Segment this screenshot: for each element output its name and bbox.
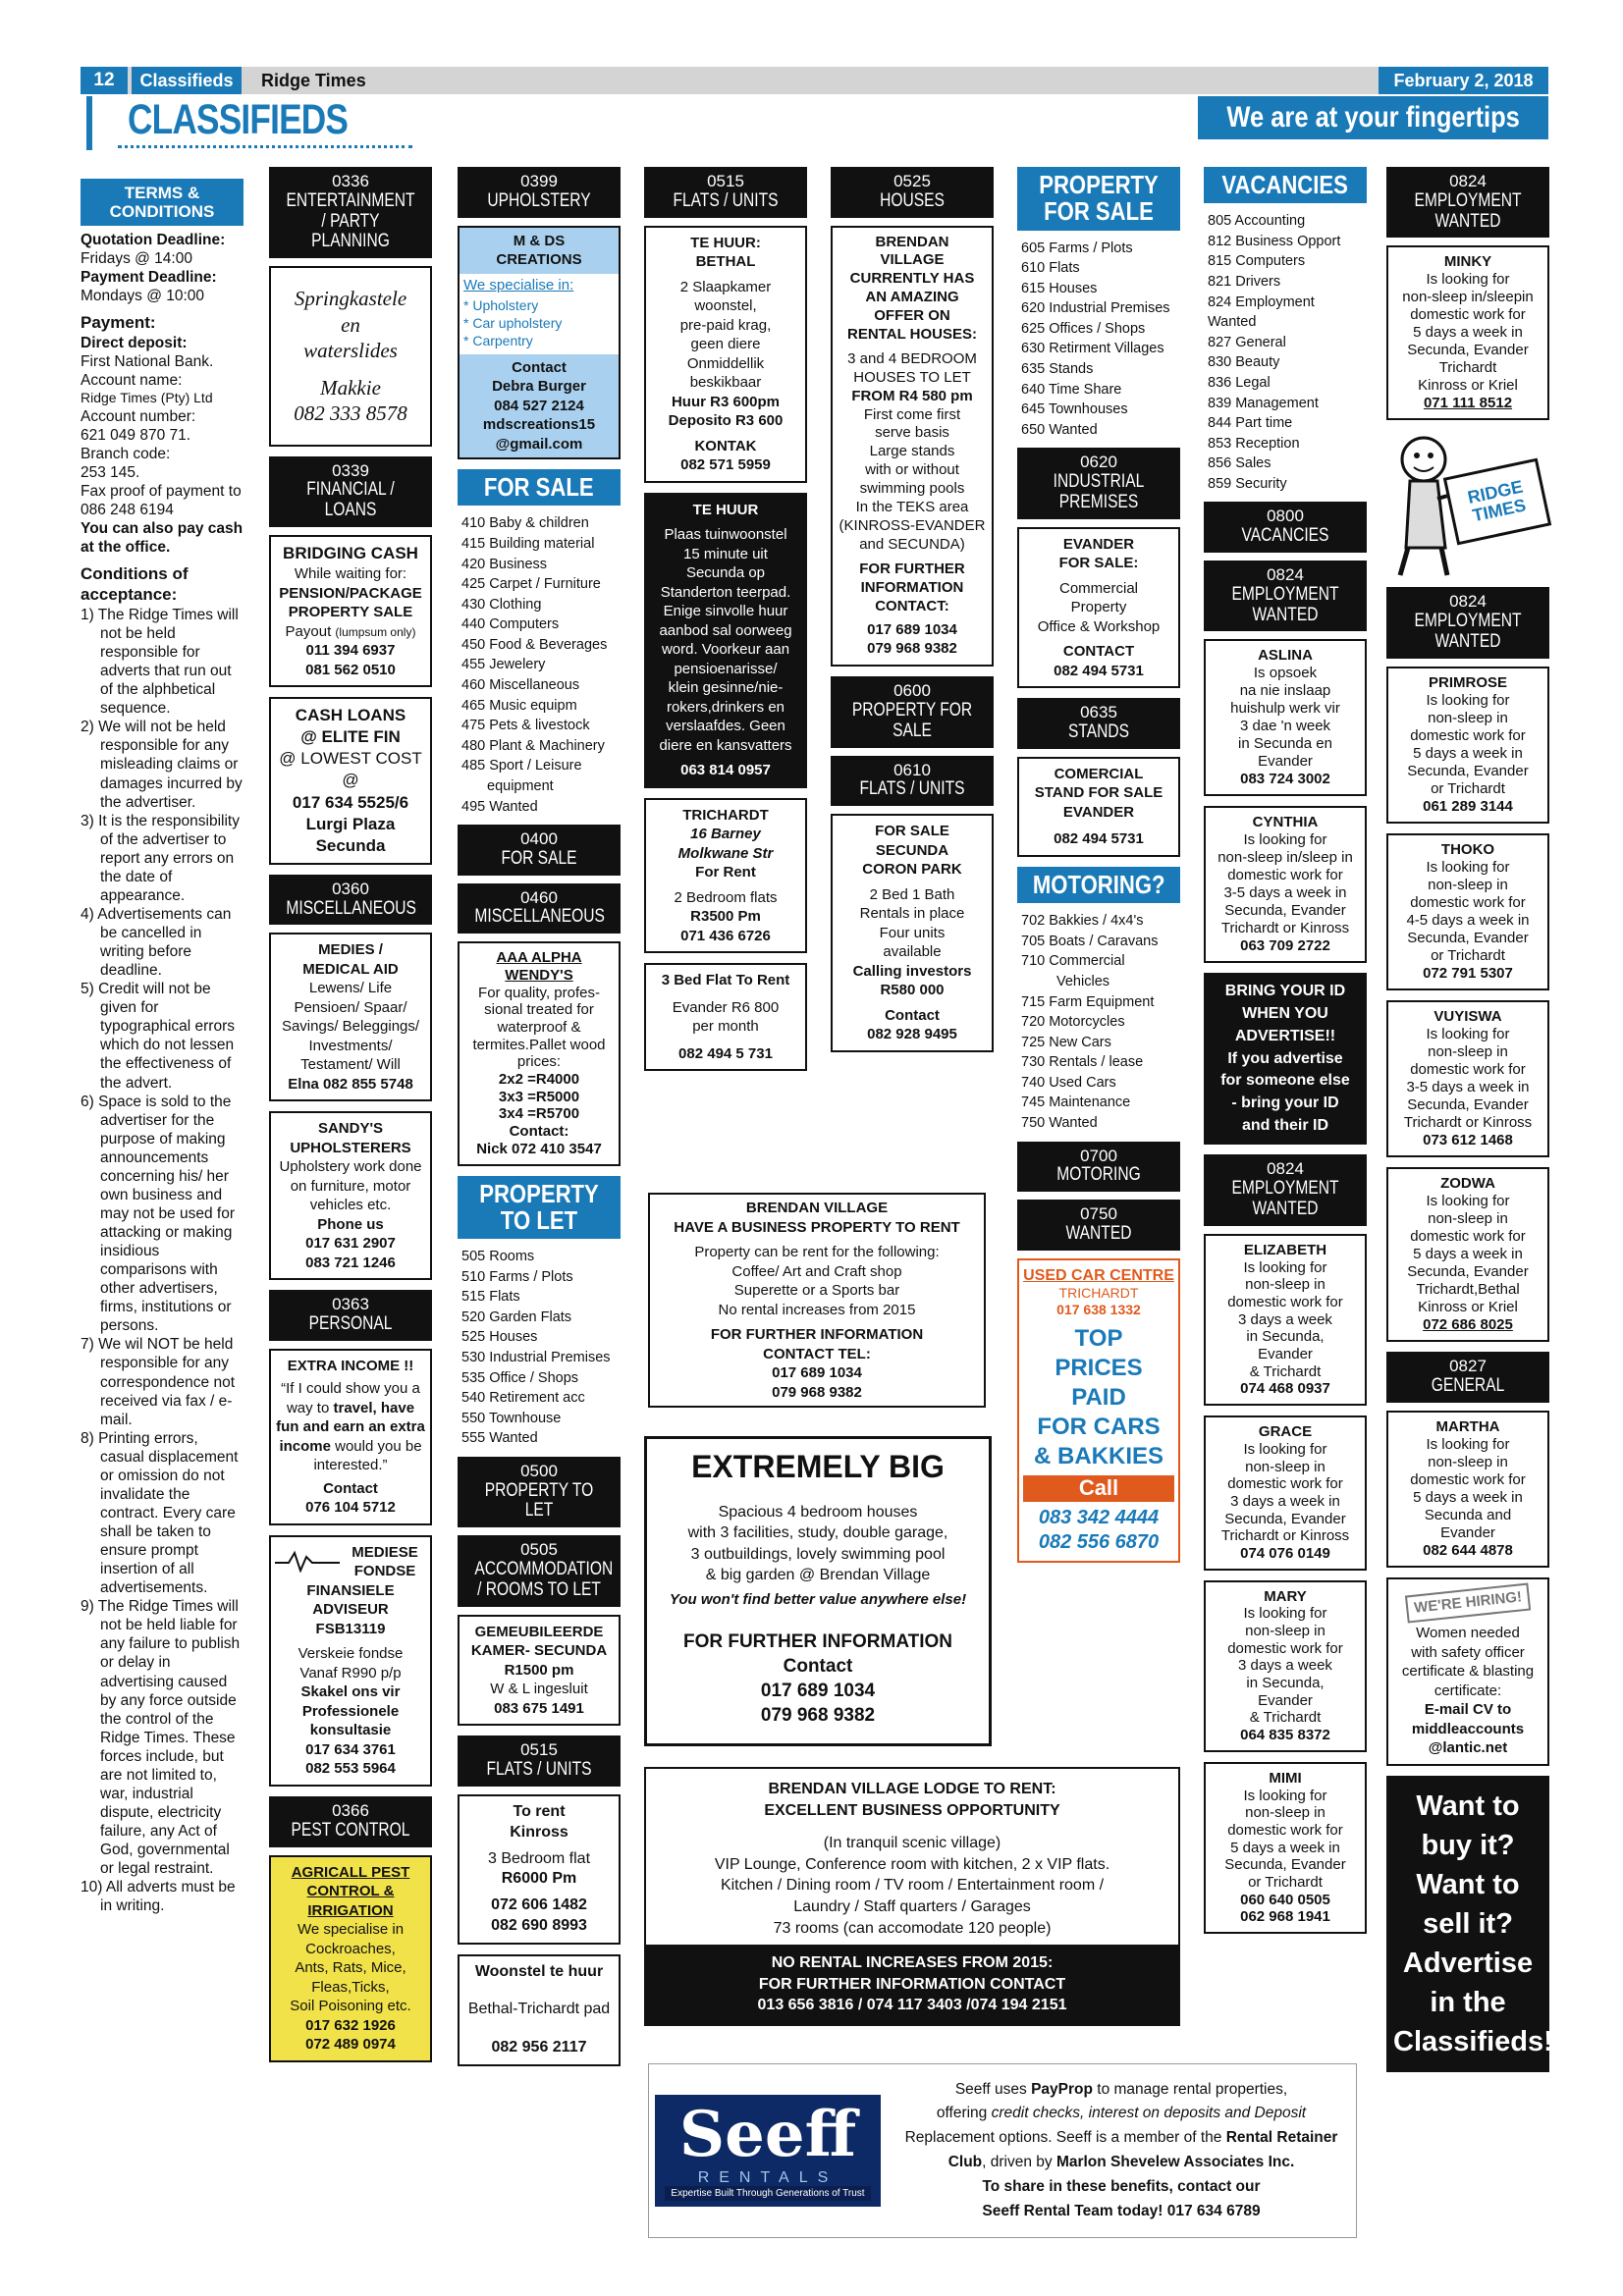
heading-0700: 0700 MOTORING [1017, 1142, 1180, 1193]
index-item: 525 Houses [461, 1329, 538, 1346]
index-item: 702 Bakkies / 4x4's [1021, 913, 1144, 930]
heading-0460: 0460 MISCELLANEOUS [458, 883, 621, 934]
heading-0824-d: 0824 EMPLOYMENT WANTED [1386, 587, 1549, 658]
index-item: 836 Legal [1208, 374, 1271, 391]
index-item: 440 Computers [461, 616, 560, 633]
column-3 [458, 167, 621, 2076]
index-item: 635 Stands [1021, 361, 1094, 378]
column-2 [269, 167, 432, 2072]
heading-0600: 0600 PROPERTY FOR SALE [831, 676, 994, 747]
bank-name: First National Bank. [81, 353, 214, 371]
lodge-ad: BRENDAN VILLAGE LODGE TO RENT: EXCELLENT BUSINESS OPPORTUNITY (In tranquil scenic village) VIP Lounge, Conference room with kitchen, 2 x VIP flats. Kitchen / Dining room / TV room / Entertainment room / Laundry / Staff quarters / Garages 73 rooms (can accomodate 120 people) NO RENTAL INCREASES FROM 2015: FOR FURTHER INFORMATION CONTACT 013 656 3816 / 074 117 3403 /074 194 2151 [644, 1767, 1180, 2026]
index-item: 550 Townhouse [461, 1410, 562, 1426]
conditions-list [81, 606, 243, 1915]
zodwa-ad: ZODWA Is looking for non-sleep in domestic work for 5 days a week in Secunda, Evander Trichardt,Bethal Kinross or Kriel 072 686 8025 [1386, 1167, 1549, 1342]
index-item: 720 Motorcycles [1021, 1014, 1125, 1031]
index-item: 515 Flats [461, 1289, 520, 1306]
three-bed-flat-ad: 3 Bed Flat To Rent Evander R6 800 per month 082 494 5 731 [644, 963, 807, 1071]
index-item: 730 Rentals / lease [1021, 1054, 1144, 1071]
hiring-ad: WE'RE HIRING! Women needed with safety officer certificate & blasting certificate: E-mail CV to middleaccounts @lantic.net [1386, 1577, 1549, 1766]
index-item: 827 General [1208, 334, 1286, 350]
property-to-let-heading: PROPERTY TO LET [458, 1176, 621, 1240]
heading-0515: 0515 FLATS / UNITS [644, 167, 807, 218]
index-item: 520 Garden Flats [461, 1308, 572, 1325]
sandys-ad: SANDY'S UPHOLSTERERS Upholstery work done on furniture, motor vehicles etc. Phone us 017 631 2907 083 721 1246 [269, 1111, 432, 1280]
condition-item: 6) Space is sold to the advertiser for the purpose of making announcements concerning his/ her own business and may not be used for attacking or making insidious comparisons with other advertisers, firms, institutions or persons. [81, 1093, 235, 1335]
index-item: equipment [487, 777, 554, 794]
condition-item: 9) The Ridge Times will not be held liable for any failure to publish or delay in advertising caused by any force outside the control of the Ridge Times. These forces include, but are not limited to, war, industrial dispute, electricity failure, any Act of God, governmental or legal restraint. [81, 1598, 241, 1878]
index-item: 815 Computers [1208, 253, 1306, 270]
index-item: Wanted [1208, 314, 1257, 331]
heading-0360: 0360 MISCELLANEOUS [269, 875, 432, 926]
heading-0399: 0399 UPHOLSTERY [458, 167, 621, 218]
heading-0366: 0366 PEST CONTROL [269, 1796, 432, 1847]
column-8 [1386, 167, 1553, 2072]
index-item: 650 Wanted [1021, 421, 1098, 438]
advertise-promo: Want to buy it? Want to sell it? Advertise in the Classifieds! [1386, 1776, 1549, 2072]
agricall-ad: AGRICALL PEST CONTROL & IRRIGATION We specialise in Cockroaches, Ants, Rats, Mice, Fleas,Ticks, Soil Poisoning etc. 017 632 1926 072 489 0974 [269, 1855, 432, 2062]
account-name: Ridge Times (Pty) Ltd [81, 390, 213, 406]
index-item: 740 Used Cars [1021, 1074, 1116, 1091]
seeff-logo: Seeff RENTALS Expertise Built Through Generations of Trust [655, 2095, 881, 2208]
heading-0800: 0800 VACANCIES [1204, 502, 1367, 553]
heading-0824-c: 0824 EMPLOYMENT WANTED [1386, 167, 1549, 238]
heading-0824-a: 0824 EMPLOYMENT WANTED [1204, 561, 1367, 631]
heading-0400: 0400 FOR SALE [458, 825, 621, 876]
terms-and-conditions [81, 179, 243, 1915]
quotation-value: Fridays @ 14:00 [81, 250, 192, 268]
index-item: 465 Music equipm [461, 697, 577, 714]
index-item: 615 Houses [1021, 280, 1098, 296]
index-item: 805 Accounting [1208, 213, 1306, 230]
condition-item: 8) Printing errors, casual displacement or omission do not invalidate the contract. Every care shall be taken to ensure prompt insertion of all advertisements. [81, 1429, 239, 1597]
heartbeat-icon [275, 1549, 340, 1573]
condition-item: 10) All adverts must be in writing. [81, 1879, 236, 1915]
bethal-rent-ad: TE HUUR: BETHAL 2 Slaapkamer woonstel, pre-paid krag, geen diere Onmiddellik beskikbaar Huur R3 600pm Deposito R3 600 KONTAK 082 571 5959 [644, 226, 807, 483]
index-item: 844 Part time [1208, 415, 1293, 432]
page-title: CLASSIFIEDS [128, 96, 349, 143]
bridging-cash-ad: BRIDGING CASH While waiting for: PENSION/PACKAGE PROPERTY SALE Payout (lumpsum only) 011 394 6937 081 562 0510 [269, 535, 432, 687]
medies-ad: MEDIES / MEDICAL AID Lewens/ Life Pensioen/ Spaar/ Savings/ Beleggings/ Investments/ Testament/ Will Elna 082 855 5748 [269, 933, 432, 1101]
heading-0363: 0363 PERSONAL [269, 1290, 432, 1341]
property-to-let-index [458, 1245, 621, 1457]
heading-0525: 0525 HOUSES [831, 167, 994, 218]
index-item: 510 Farms / Plots [461, 1268, 573, 1285]
vuyiswa-ad: VUYISWA Is looking for non-sleep in domestic work for 3-5 days a week in Secunda, Evander Trichardt or Kinross 073 612 1468 [1386, 1000, 1549, 1157]
motoring-heading: MOTORING? [1017, 867, 1180, 903]
index-item: 425 Carpet / Furniture [461, 576, 601, 593]
index-item: 750 Wanted [1021, 1115, 1098, 1131]
index-item: 620 Industrial Premises [1021, 300, 1170, 317]
condition-item: 5) Credit will not be given for typographical errors which do not lessen the effectiveness of the advert. [81, 981, 235, 1092]
martha-ad: MARTHA Is looking for non-sleep in domestic work for 5 days a week in Secunda and Evander 082 644 4878 [1386, 1411, 1549, 1568]
hiring-stamp: WE'RE HIRING! [1405, 1582, 1531, 1623]
issue-date: February 2, 2018 [1379, 67, 1548, 94]
grace-ad: GRACE Is looking for non-sleep in domestic work for 3 days a week in Secunda, Evander Trichardt or Kinross 074 076 0149 [1204, 1415, 1367, 1571]
mimi-ad: MIMI Is looking for non-sleep in domestic work for 5 days a week in Secunda, Evander or Trichardt 060 640 0505 062 968 1941 [1204, 1762, 1367, 1934]
alpha-wendys-ad: AAA ALPHA WENDY'S For quality, profes- sional treated for waterproof & termites.Pallet wood prices: 2x2 =R4000 3x3 =R5000 3x4 =R5700 Contact: Nick 072 410 3547 [458, 941, 621, 1165]
vacancies-index [1204, 209, 1367, 502]
mediese-fondse-ad: MEDIESE FONDSE FINANSIELE ADVISEUR FSB13119 Verskeie fondse Vanaf R990 p/p Skakel ons vir Professionele konsultasie 017 634 3761 082 553 5964 [269, 1535, 432, 1787]
index-item: 853 Reception [1208, 435, 1300, 452]
index-item: 859 Security [1208, 475, 1287, 492]
for-sale-heading: FOR SALE [458, 469, 621, 506]
index-item: 475 Pets & livestock [461, 718, 590, 734]
index-item: 630 Retirment Villages [1021, 341, 1164, 357]
index-item: 715 Farm Equipment [1021, 993, 1155, 1010]
heading-0505: 0505 ACCOMMODATION / ROOMS TO LET [458, 1535, 621, 1606]
column-6 [1017, 167, 1180, 1563]
brendan-business-ad: BRENDAN VILLAGE HAVE A BUSINESS PROPERTY TO RENT Property can be rent for the following: Coffee/ Art and Craft shop Superette or a Sports bar No rental increases from 2015 FOR FURTHER INFORMATION CONTACT TEL: 017 689 1034 079 968 9382 [648, 1193, 986, 1408]
heading-0515-b: 0515 FLATS / UNITS [458, 1735, 621, 1787]
index-item: 610 Flats [1021, 260, 1080, 277]
cash-loans-ad: CASH LOANS @ ELITE FIN @ LOWEST COST @ 017 634 5525/6 Lurgi Plaza Secunda [269, 697, 432, 865]
evander-commercial-ad: EVANDER FOR SALE: Commercial Property Office & Workshop CONTACT 082 494 5731 [1017, 527, 1180, 689]
fax-proof: Fax proof of payment to 086 248 6194 [81, 482, 242, 518]
payment-deadline-label: Payment Deadline: [81, 269, 217, 287]
index-item: 824 Employment [1208, 294, 1315, 310]
property-for-sale-index [1017, 237, 1180, 449]
index-item: 745 Maintenance [1021, 1095, 1131, 1111]
aslina-ad: ASLINA Is opsoek na nie inslaap huishulp werk vir 3 dae 'n week in Secunda en Evander 083 724 3002 [1204, 639, 1367, 796]
index-item: 430 Clothing [461, 596, 542, 613]
cash-payment: You can also pay cash at the office. [81, 520, 243, 557]
column-7 [1204, 167, 1367, 1944]
index-item: 710 Commercial [1021, 953, 1125, 970]
elizabeth-ad: ELIZABETH Is looking for non-sleep in domestic work for 3 days a week in Secunda, Evander & Trichardt 074 468 0937 [1204, 1234, 1367, 1406]
extra-income-ad: EXTRA INCOME !! “If I could show you a way to travel, have fun and earn an extra income would you be interested.” Contact 076 104 5712 [269, 1349, 432, 1525]
condition-item: 1) The Ridge Times will not be held responsible for adverts that run out of the alphbetical sequence. [81, 606, 239, 718]
condition-item: 2) We will not be held responsible for any misleading claims or damages incurred by the advertiser. [81, 719, 243, 811]
index-item: 640 Time Share [1021, 381, 1122, 398]
page-number: 12 [81, 67, 128, 94]
kinross-rent-ad: To rent Kinross 3 Bedroom flat R6000 Pm 072 606 1482 082 690 8993 [458, 1794, 621, 1945]
branch-code: 253 145. [81, 463, 140, 481]
seeff-rentals-ad: Seeff RENTALS Expertise Built Through Generations of Trust Seeff uses PayProp to manage rental properties, offering credit checks, interest on deposits and Deposit Replacement options. Seeff is a member of the Rental Retainer Club, driven by Marlon Shevelew Associates Inc. To share in these benefits, contact our Seeff Rental Team today! 017 634 6789 [648, 2063, 1357, 2238]
index-item: 725 New Cars [1021, 1034, 1111, 1050]
heading-0750: 0750 WANTED [1017, 1200, 1180, 1251]
account-number-label: Account number: [81, 407, 196, 425]
motoring-index [1017, 909, 1180, 1141]
thoko-ad: THOKO Is looking for non-sleep in domestic work for 4-5 days a week in Secunda, Evander or Trichardt 072 791 5307 [1386, 833, 1549, 990]
column-5 [831, 167, 994, 1062]
for-sale-index [458, 511, 621, 825]
gemeubileerde-ad: GEMEUBILEERDE KAMER- SECUNDA R1500 pm W & L ingesluit 083 675 1491 [458, 1615, 621, 1727]
index-item: 625 Offices / Shops [1021, 320, 1146, 337]
comercial-stand-ad: COMERCIAL STAND FOR SALE EVANDER 082 494 5731 [1017, 757, 1180, 857]
payment-heading: Payment: [81, 313, 156, 333]
heading-0824-b: 0824 EMPLOYMENT WANTED [1204, 1154, 1367, 1225]
mds-creations-ad: M & DS CREATIONS We specialise in: * Upholstery * Car upholstery * Carpentry Contact Debra Burger 084 527 2124 mdscreations15 @gmail.com [458, 226, 621, 460]
index-item: 455 Jewelery [461, 657, 546, 673]
conditions-heading: Conditions of acceptance: [81, 564, 189, 605]
title-rule [86, 96, 92, 150]
heading-0500: 0500 PROPERTY TO LET [458, 1457, 621, 1527]
mary-ad: MARY Is looking for non-sleep in domestic work for 3 days a week in Secunda, Evander & Trichardt 064 835 8372 [1204, 1580, 1367, 1752]
index-item: 830 Beauty [1208, 354, 1280, 371]
paper-name: Ridge Times [261, 71, 366, 90]
payment-deadline-value: Mondays @ 10:00 [81, 288, 205, 305]
index-item: 495 Wanted [461, 798, 538, 815]
index-item: 415 Building material [461, 536, 595, 553]
index-item: 530 Industrial Premises [461, 1350, 611, 1365]
coron-park-ad: FOR SALE SECUNDA CORON PARK 2 Bed 1 Bath Rentals in place Four units available Calling investors R580 000 Contact 082 928 9495 [831, 814, 994, 1052]
heading-0827: 0827 GENERAL [1386, 1352, 1549, 1403]
terms-heading: TERMS & CONDITIONS [81, 179, 243, 226]
mascot-sign: RIDGE TIMES [1443, 458, 1551, 546]
vacancies-heading: VACANCIES [1204, 167, 1367, 203]
condition-item: 3) It is the responsibility of the advertiser to report any errors on the date of appearance. [81, 812, 240, 904]
index-item: 555 Wanted [461, 1430, 538, 1447]
index-item: 450 Food & Beverages [461, 636, 608, 653]
bring-your-id-notice: BRING YOUR ID WHEN YOU ADVERTISE!! If you advertise for someone else - bring your ID and their ID [1204, 973, 1367, 1145]
condition-item: 7) We wil NOT be held responsible for any correspondence not received via fax / e-mail. [81, 1336, 236, 1428]
index-item: Vehicles [1056, 973, 1110, 989]
brendan-houses-ad: BRENDAN VILLAGE CURRENTLY HAS AN AMAZING OFFER ON RENTAL HOUSES: 3 and 4 BEDROOM HOUSES TO LET FROM R4 580 pm First come first serve basis Large stands with or without swimming pools In the TEKS area (KINROSS-EVANDER and SECUNDA) FOR FURTHER INFORMATION CONTACT: 017 689 1034 079 968 9382 [831, 226, 994, 667]
heading-0610: 0610 FLATS / UNITS [831, 756, 994, 807]
direct-deposit: Direct deposit: [81, 335, 188, 352]
account-name-label: Account name: [81, 372, 183, 390]
extremely-big-ad: EXTREMELY BIG Spacious 4 bedroom houses with 3 facilities, study, double garage, 3 outbuildings, lovely swimming pool & big garden @ Brendan Village You won't find better value anywhere else! FOR FURTHER INFORMATION Contact 017 689 1034 079 968 9382 [644, 1436, 992, 1746]
index-item: 480 Plant & Machinery [461, 737, 605, 754]
index-item: 505 Rooms [461, 1249, 535, 1265]
index-item: 645 Townhouses [1021, 401, 1128, 418]
condition-item: 4) Advertisements can be cancelled in writing before deadline. [81, 905, 232, 980]
index-item: 540 Retirement acc [461, 1390, 585, 1407]
tagline: We are at your fingertips [1198, 96, 1548, 139]
property-for-sale-heading: PROPERTY FOR SALE [1017, 167, 1180, 231]
heading-0635: 0635 STANDS [1017, 698, 1180, 749]
springkastele-ad: Springkastele en waterslides Makkie 082 333 8578 [269, 266, 432, 446]
index-item: 420 Business [461, 556, 548, 572]
index-item: 410 Baby & children [461, 515, 589, 532]
index-item: 485 Sport / Leisure [461, 758, 582, 774]
quotation-label: Quotation Deadline: [81, 232, 226, 249]
index-item: 605 Farms / Plots [1021, 240, 1133, 256]
minky-ad: MINKY Is looking for non-sleep in/sleepin domestic work for 5 days a week in Secunda, Evander Trichardt Kinross or Kriel 071 111 8512 [1386, 245, 1549, 420]
used-car-centre-ad: USED CAR CENTRE TRICHARDT 017 638 1332 TOP PRICES PAID FOR CARS & BAKKIES Call 083 342 4444 082 556 6870 [1017, 1258, 1180, 1564]
index-item: 839 Management [1208, 395, 1319, 411]
heading-0339: 0339 FINANCIAL / LOANS [269, 456, 432, 527]
index-item: 812 Business Opport [1208, 233, 1341, 249]
index-item: 856 Sales [1208, 455, 1271, 472]
index-item: 821 Drivers [1208, 274, 1281, 291]
te-huur-farm-ad: TE HUUR Plaas tuinwoonstel 15 minute uit Secunda op Standerton teerpad. Enige sinvolle huur aanbod sal oorweeg word. Voorkeur aan pensioenarisse/ klein gesinne/nie- rokers,drinkers en verslaafdes. Geen diere en kansvatters 063 814 0957 [644, 493, 807, 788]
trichardt-rent-ad: TRICHARDT 16 Barney Molkwane Str For Rent 2 Bedroom flats R3500 Pm 071 436 6726 [644, 798, 807, 954]
branch-label: Branch code: [81, 445, 171, 462]
column-4 [644, 167, 807, 1081]
account-number: 621 049 870 71. [81, 426, 191, 444]
heading-0336: 0336 ENTERTAINMENT / PARTY PLANNING [269, 167, 432, 258]
title-underline [118, 145, 412, 148]
primrose-ad: PRIMROSE Is looking for non-sleep in domestic work for 5 days a week in Secunda, Evander or Trichardt 061 289 3144 [1386, 667, 1549, 824]
heading-0620: 0620 INDUSTRIAL PREMISES [1017, 448, 1180, 518]
index-item: 535 Office / Shops [461, 1369, 579, 1386]
index-item: 460 Miscellaneous [461, 677, 580, 694]
woonstel-ad: Woonstel te huur Bethal-Trichardt pad 082 956 2117 [458, 1954, 621, 2066]
section-label: Classifieds [132, 67, 242, 94]
index-item: 705 Boats / Caravans [1021, 933, 1159, 949]
ridge-times-mascot [1386, 430, 1549, 577]
cynthia-ad: CYNTHIA Is looking for non-sleep in/sleep in domestic work for 3-5 days a week in Secunda, Evander Trichardt or Kinross 063 709 2722 [1204, 806, 1367, 963]
